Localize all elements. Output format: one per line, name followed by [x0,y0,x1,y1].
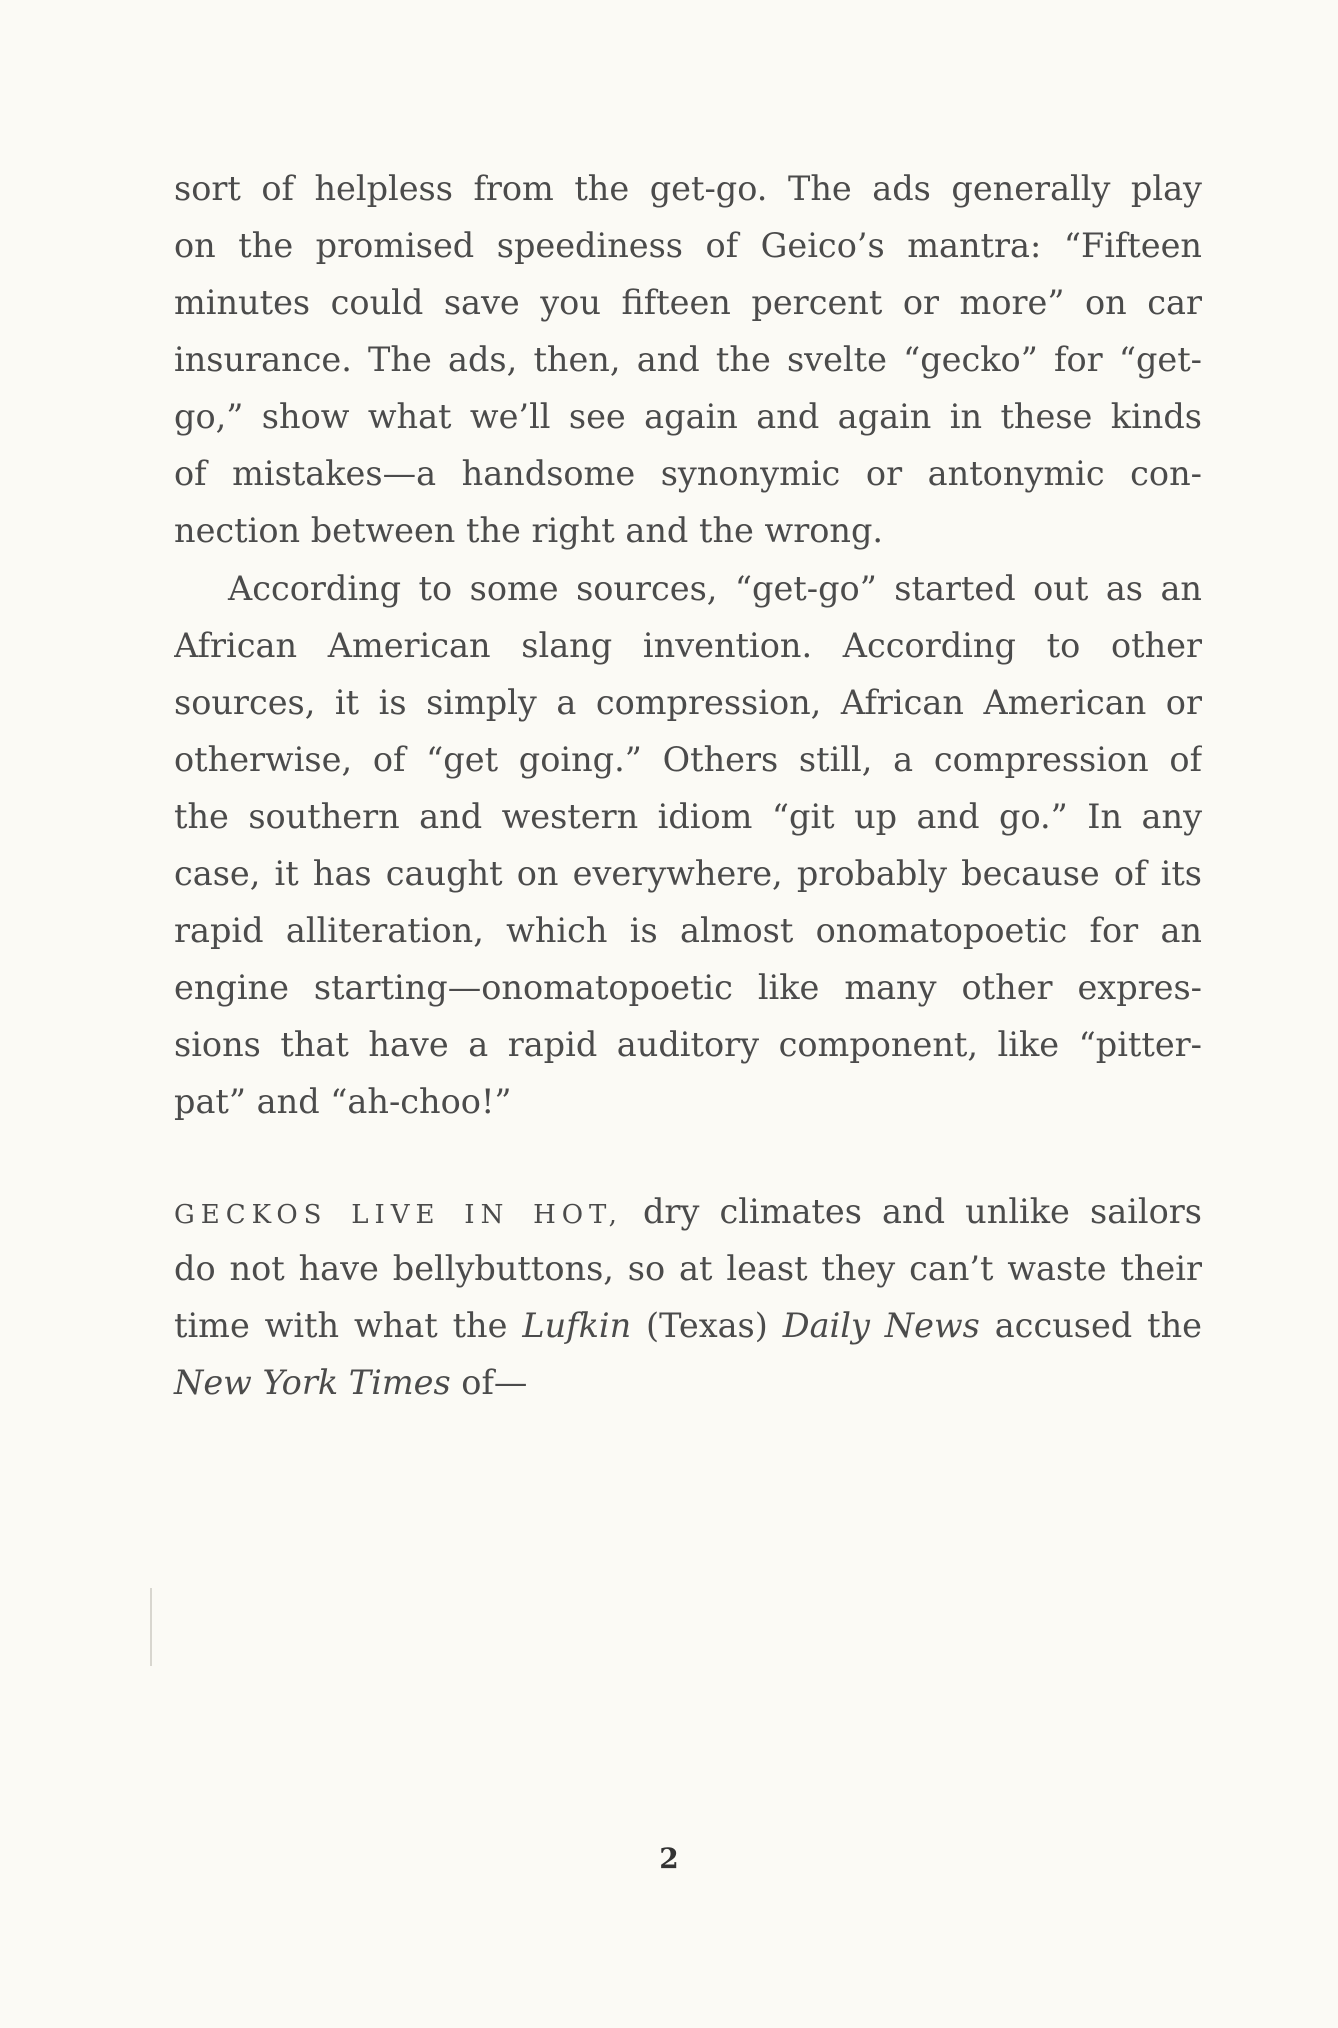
text-line: sions that have a rapid auditory component, like “pitter- [174,1025,1202,1064]
text-line: sources, it is simply a compression, African American or [174,683,1202,722]
section-opening-line [174,1183,1202,1240]
text-line: the southern and western idiom “git up and go.” In any [174,797,1202,836]
text-fragment: time with what the [174,1306,523,1345]
text-fragment: dry climates and unlike sailors [622,1192,1202,1231]
italic-title: New York Times [174,1363,451,1402]
paragraph-2 [174,560,1202,1130]
text-line: sort of helpless from the get-go. The ads generally play [174,169,1202,208]
italic-title: Lufkin [522,1306,632,1345]
text-line: do not have bellybuttons, so at least they can’t waste their [174,1249,1202,1288]
text-line: nection between the right and the wrong. [174,511,884,550]
text-line: of mistakes—a handsome synonymic or antonymic con- [174,454,1202,493]
text-line: minutes could save you fifteen percent or more” on car [174,283,1202,322]
text-line: rapid alliteration, which is almost onomatopoetic for an [174,911,1202,950]
text-line: According to some sources, “get-go” started out as an [228,569,1202,608]
paragraph-1 [174,160,1202,559]
text-line: on the promised speediness of Geico’s mantra: “Fifteen [174,226,1202,265]
scan-margin-mark [150,1588,152,1666]
text-line [174,1354,1202,1411]
text-line: pat” and “ah-choo!” [174,1082,512,1121]
text-fragment: of— [450,1363,528,1402]
section-paragraph [174,1183,1202,1411]
text-line: otherwise, of “get going.” Others still, a compression of [174,740,1202,779]
text-line: go,” show what we’ll see again and again in these kinds [174,397,1202,436]
text-fragment: accused the [979,1306,1202,1345]
text-fragment: (Texas) [631,1306,783,1345]
text-line: engine starting—onomatopoetic like many other expres- [174,968,1202,1007]
text-line: case, it has caught on everywhere, probably because of its [174,854,1202,893]
small-caps-lead-in: GECKOS LIVE IN HOT, [174,1200,623,1230]
text-line: African American slang invention. According to other [174,626,1202,665]
text-line [174,1297,1202,1354]
page-number: 2 [659,1842,679,1875]
text-line: insurance. The ads, then, and the svelte “gecko” for “get- [174,340,1202,379]
italic-title: Daily News [782,1306,980,1345]
